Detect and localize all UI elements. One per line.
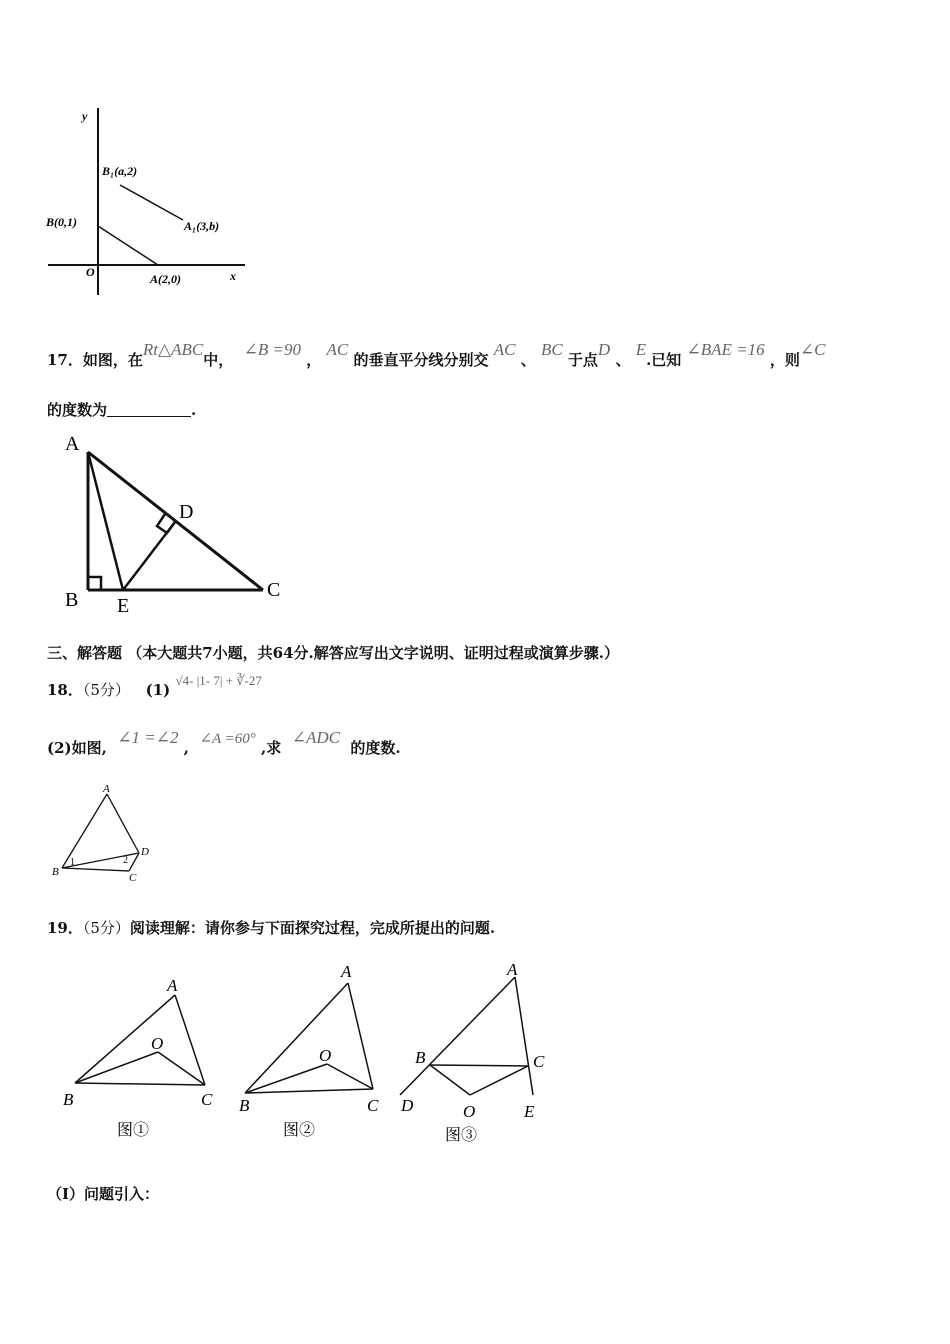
q19-text: 阅读理解：请你参与下面探究过程，完成所提出的问题. <box>129 919 496 937</box>
fig2-vertex-c: C <box>367 1096 379 1115</box>
q17-math: ∠C <box>799 340 826 359</box>
q18-text: , <box>183 739 189 757</box>
fig1-vertex-a: A <box>167 976 178 995</box>
q18-math: ∠ADC <box>291 728 340 747</box>
question-17-line2 <box>47 399 196 420</box>
fig3-point-d: D <box>401 1096 414 1115</box>
q17-text: 的垂直平分线分别交 <box>353 351 489 369</box>
vertex-c-label: C <box>129 872 137 884</box>
q17-text: ， <box>306 351 322 369</box>
fig2-point-o: O <box>319 1046 332 1065</box>
question-number: 18． <box>47 681 83 699</box>
q18-math: ∠A =60° <box>199 731 256 747</box>
q17-math: E <box>635 340 647 359</box>
q17-text: 如图，在 <box>82 351 143 369</box>
score: （5分） <box>82 919 130 937</box>
point-e-label: E <box>117 595 130 617</box>
fig1-vertex-c: C <box>201 1090 213 1109</box>
vertex-a-label: A <box>103 783 110 795</box>
point-b-label: B(0,1) <box>46 215 77 229</box>
fig3-vertex-c: C <box>533 1052 545 1071</box>
vertex-a-label: A <box>65 433 80 455</box>
question-17 <box>47 340 826 370</box>
question-number: 17． <box>47 351 83 369</box>
caption-fig2: 图② <box>283 1122 316 1139</box>
caption-fig1: 图① <box>117 1122 150 1139</box>
point-b1-label: B₁(a,2) <box>102 164 138 178</box>
q17-math: AC <box>326 340 349 359</box>
q17-text: ，则 <box>769 351 800 369</box>
q17-text: 于点 <box>567 351 598 369</box>
q17-math: BC <box>540 340 563 359</box>
fig2-vertex-a: A <box>341 962 352 981</box>
question-18 <box>47 673 262 700</box>
q17-math: Rt△ABC <box>142 340 204 359</box>
figure-18 <box>45 780 165 885</box>
fig2-vertex-b: B <box>239 1096 250 1115</box>
q18-text: ,求 <box>261 739 282 757</box>
x-axis-label: x <box>230 269 236 283</box>
q17-text: .已知 <box>646 351 682 369</box>
fig1-vertex-b: B <box>63 1090 74 1109</box>
q17-math: AC <box>493 340 516 359</box>
figure-17 <box>55 430 305 620</box>
fig3-point-o: O <box>463 1102 476 1121</box>
section-heading: 三、解答题 （本大题共7小题，共64分.解答应写出文字说明、证明过程或演算步骤.） <box>47 644 619 662</box>
point-a-label: A(2,0) <box>150 272 181 286</box>
q18-expression: √4 <box>175 673 190 688</box>
y-axis-label: y <box>82 109 88 123</box>
figure-19 <box>55 955 565 1150</box>
q17-text: 、 <box>615 351 631 369</box>
vertex-b-label: B <box>65 589 79 611</box>
vertex-d-label: D <box>141 846 149 858</box>
q18-expression: - |1- 7| + ∛-27 <box>189 673 262 688</box>
angle-2-label: 2 <box>123 855 128 866</box>
q18-part1-label: (1) <box>145 681 171 699</box>
fig3-point-e: E <box>524 1102 535 1121</box>
point-d-label: D <box>179 501 194 523</box>
q17-math: D <box>597 340 611 359</box>
figure-19-3 <box>400 960 545 1144</box>
q18-text: (2)如图, <box>47 739 107 757</box>
point-a1-label: A₁(3,b) <box>184 219 220 233</box>
angle-1-label: 1 <box>70 857 75 868</box>
q17-text: 、 <box>520 351 536 369</box>
question-19 <box>47 917 495 938</box>
fig3-vertex-a: A <box>507 960 518 979</box>
q17-text: 的度数为 <box>47 401 108 419</box>
fig3-vertex-b: B <box>415 1048 426 1067</box>
question-number: 19． <box>47 919 83 937</box>
coordinate-figure <box>40 100 260 300</box>
origin-label: O <box>86 265 95 279</box>
vertex-b-label: B <box>52 866 59 878</box>
answer-blank[interactable] <box>107 402 191 417</box>
q17-text: . <box>191 401 197 419</box>
caption-fig3: 图③ <box>445 1127 478 1144</box>
figure-19-2 <box>239 962 379 1139</box>
vertex-c-label: C <box>267 579 281 601</box>
fig1-point-o: O <box>151 1034 164 1053</box>
q17-math: ∠BAE =16 <box>686 340 765 359</box>
q17-math: ∠B =90 <box>243 340 302 359</box>
q17-text: 中， <box>203 351 234 369</box>
score: （5分） <box>82 681 130 699</box>
part-i-heading: （I）问题引入： <box>47 1185 160 1203</box>
q18-text: 的度数. <box>350 739 401 757</box>
question-18-part2 <box>47 728 401 758</box>
figure-19-1 <box>63 976 213 1139</box>
q18-math: ∠1 =∠2 <box>117 728 179 747</box>
